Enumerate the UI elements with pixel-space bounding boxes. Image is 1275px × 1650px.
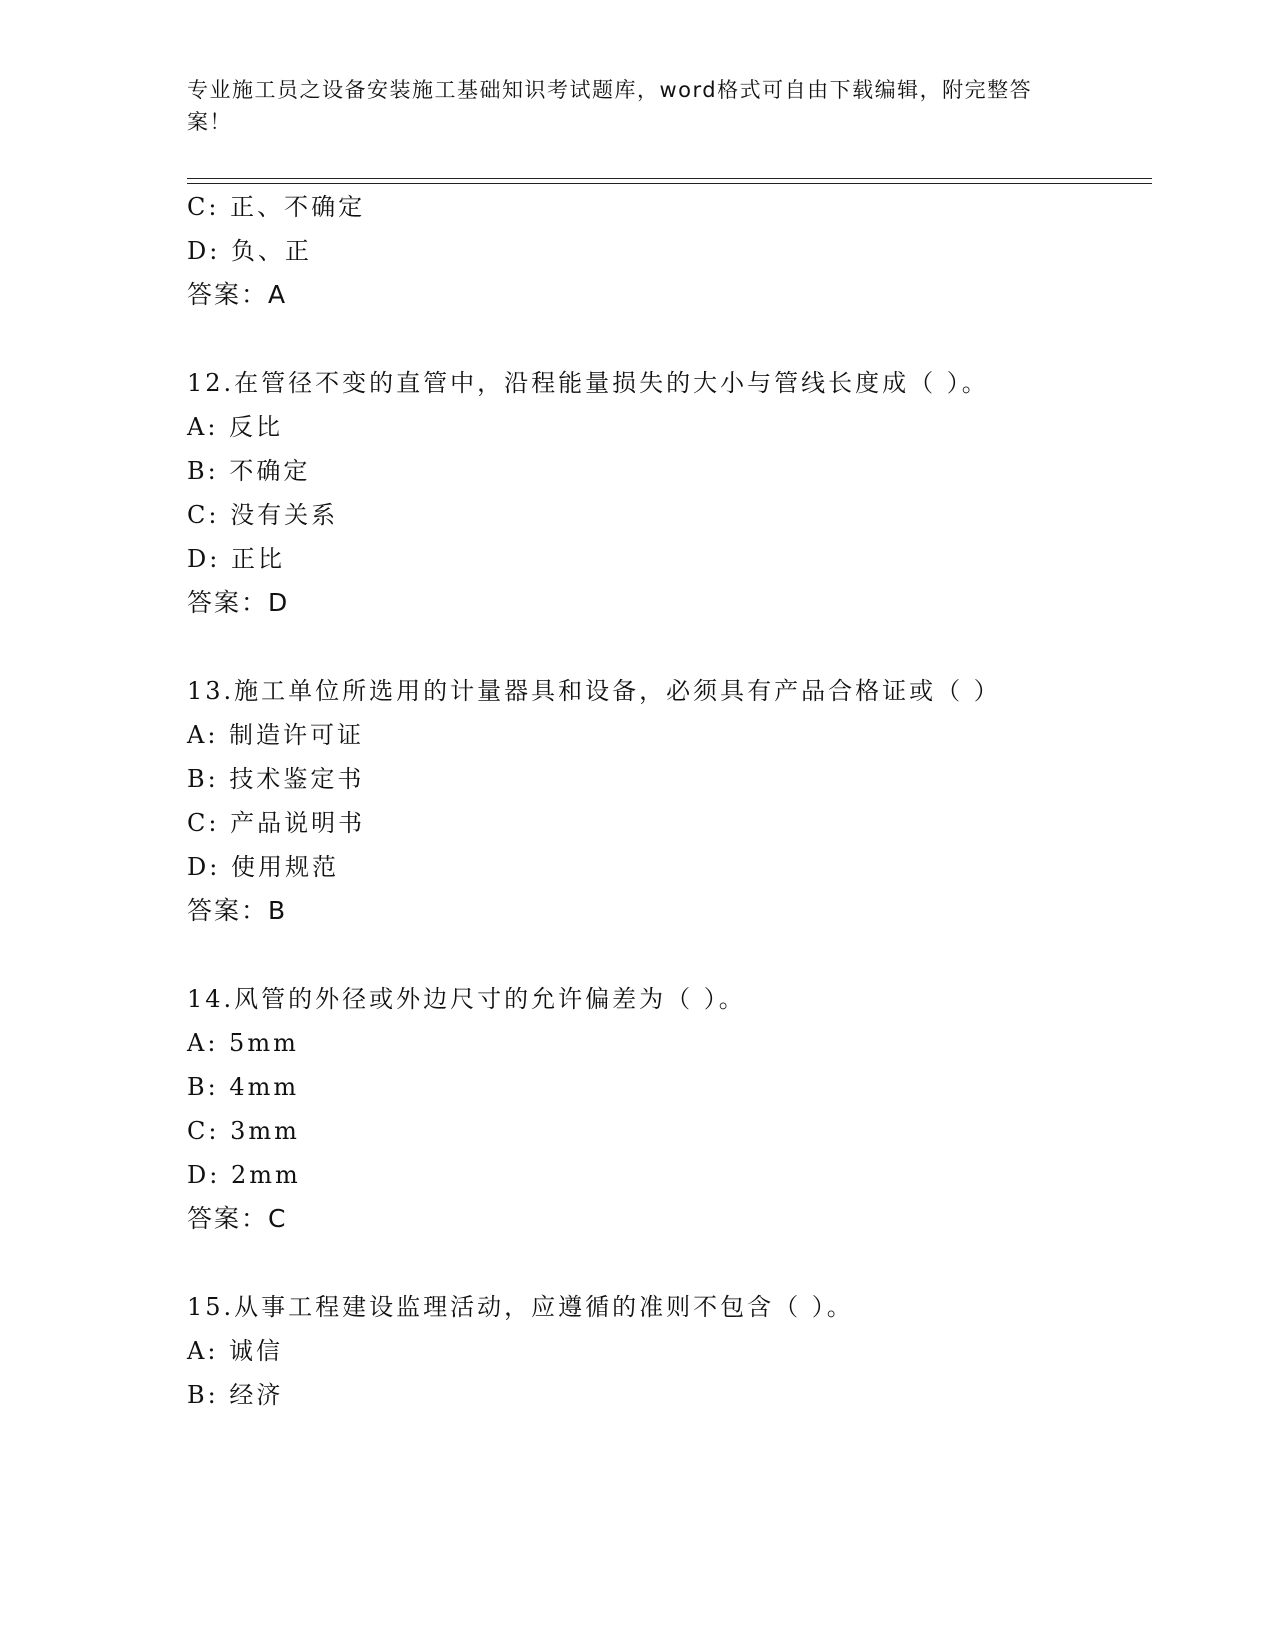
question-12-option-a: A: 反比 (187, 413, 284, 441)
header-divider-bottom (187, 183, 1152, 184)
question-13-stem: 13.施工单位所选用的计量器具和设备，必须具有产品合格证或（ ） (187, 677, 1001, 705)
question-14-answer: 答案：C (187, 1204, 288, 1233)
question-12-answer: 答案：D (187, 588, 290, 617)
question-12-stem: 12.在管径不变的直管中，沿程能量损失的大小与管线长度成（ ）。 (187, 369, 989, 397)
question-15-option-a: A: 诚信 (187, 1337, 284, 1365)
question-14-option-c: C: 3mm (187, 1117, 300, 1145)
question-14-option-b: B: 4mm (187, 1073, 300, 1101)
question-12-option-c: C: 没有关系 (187, 501, 339, 529)
document-header: 专业施工员之设备安装施工基础知识考试题库，word格式可自由下载编辑，附完整答案！ (187, 78, 1033, 134)
question-15-stem: 15.从事工程建设监理活动，应遵循的准则不包含（ ）。 (187, 1293, 854, 1321)
answer-line: 答案：A (187, 280, 288, 309)
question-15-option-b: B: 经济 (187, 1381, 284, 1409)
question-13-option-c: C: 产品说明书 (187, 809, 366, 837)
question-12-option-b: B: 不确定 (187, 457, 311, 485)
question-12-option-d: D: 正比 (187, 545, 285, 573)
header-divider-top (187, 178, 1152, 179)
option-d: D: 负、正 (187, 237, 312, 265)
option-c: C: 正、不确定 (187, 193, 366, 221)
question-13-answer: 答案：B (187, 896, 288, 925)
question-14-option-d: D: 2mm (187, 1161, 301, 1189)
question-13-option-b: B: 技术鉴定书 (187, 765, 365, 793)
question-14-stem: 14.风管的外径或外边尺寸的允许偏差为（ ）。 (187, 985, 746, 1013)
question-13-option-a: A: 制造许可证 (187, 721, 365, 749)
question-14-option-a: A: 5mm (187, 1029, 299, 1057)
question-13-option-d: D: 使用规范 (187, 853, 339, 881)
